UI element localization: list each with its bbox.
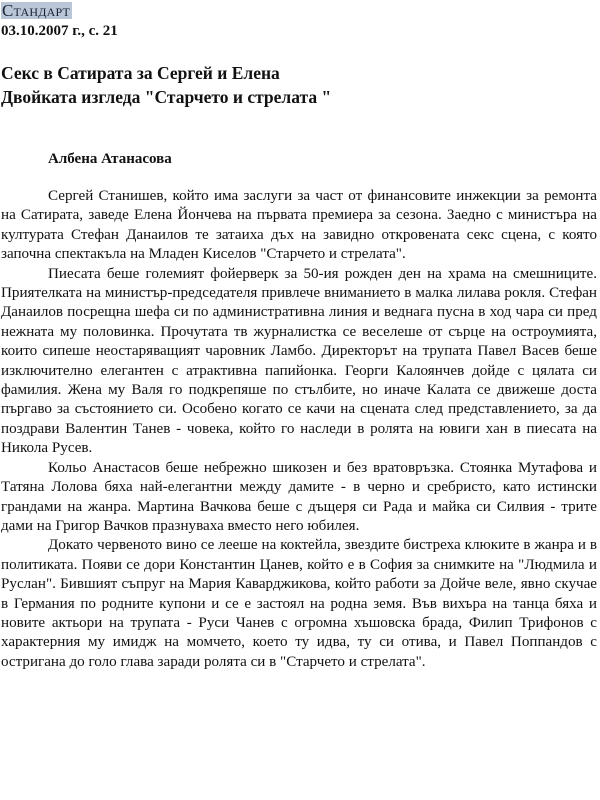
article-paragraph: Кольо Анастасов беше небрежно шикозен и без вратовръзка. Стоянка Мутафова и Татяна Лолова бяха най-елегантни между дамите - в черно и сребристо, като истински грандами на жанра. Мартина Вачкова беше с дъщеря си Рада и майка си Силвия - трите дами на Григор Вачков празнуваха вместо него юбилея. (1, 459, 597, 534)
article-paragraph: Докато червеното вино се лееше на коктейла, звездите бистреха клюките в жанра и в политиката. Появи се дори Константин Цанев, който е в София за снимките на "Людмила и Руслан". Бившият съпруг на Мария Каварджикова, който работи за Дойче веле, явно скучае в Германия по родните купони и се е застоял на родна земя. Във вихъра на танца бяха и новите актьори на трупата - Руси Чанев с огромна хъшовска брада, Филип Трифонов с характерния му имидж на момчето, което ту идва, ту си отива, и Павел Поппандов с остригана до голо глава заради ролята си в "Старчето и стрелата". (1, 537, 597, 670)
newspaper-masthead[interactable]: Стандарт (2, 1, 71, 20)
article-paragraph: Сергей Станишев, който има заслуги за част от финансовите инжекции за ремонта на Сатирата, заведе Елена Йончева на първата премиера за сезона. Заедно с министъра на културата Стефан Данаилов те затаиха дъх на завидно откровената секс сцена, с която започна спектакъла на Младен Киселов "Старчето и стрелата". (1, 188, 597, 263)
headline-line-2: Двойката изгледа "Старчето и стрелата " (1, 87, 332, 107)
publication-dateline: 03.10.2007 г., с. 21 (1, 23, 118, 39)
article-author: Албена Атанасова (48, 151, 172, 167)
article-body (1, 187, 597, 672)
article-headline (1, 61, 331, 109)
article-paragraph: Пиесата беше големият фойерверк за 50-ия рожден ден на храма на смешниците. Приятелката на министър-председателя привлече вниманието в малка лилава рокля. Стефан Данаилов посрещна шефа си по административна линия и веднага пусна в ход чара си пред нежната му половинка. Прочутата тв журналистка се веселеше от сърце на остроумията, които сипеше неостаряващият чаровник Ламбо. Директорът на трупата Павел Васев беше изключително елегантен с атрактивна папийонка. Георги Калоянчев дойде с цялата си фамилия. Жена му Валя го подкрепяше по стълбите, но иначе Калата се движеше доста пъргаво за състоянието си. Особено когато се качи на сцената след представлението, за да поздрави Валентин Танев - човека, който го наследи в ролята на ювиги хан в пиесата на Никола Русев. (1, 265, 597, 457)
headline-line-1: Секс в Сатирата за Сергей и Елена (1, 63, 280, 83)
